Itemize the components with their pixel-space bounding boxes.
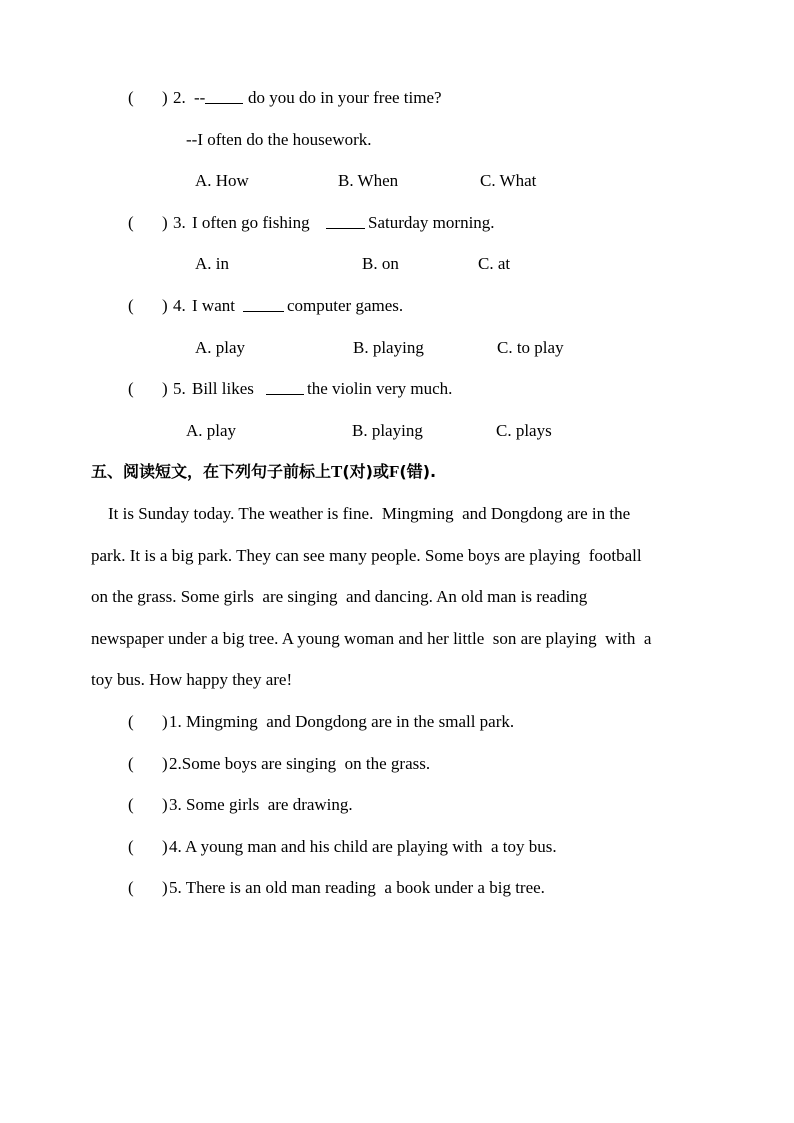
tf-statement: 1. Mingming and Dongdong are in the small park.	[169, 712, 515, 731]
answer-bracket-open: (	[128, 712, 134, 731]
answer-bracket-open: (	[128, 88, 134, 107]
question-number: 3.	[173, 213, 186, 232]
answer-bracket-close: )	[162, 754, 168, 773]
false-marker: F	[389, 462, 400, 481]
section-heading	[91, 462, 436, 482]
option-b: B. playing	[352, 421, 423, 440]
question-number: 4.	[173, 296, 186, 315]
answer-bracket-close: )	[162, 296, 168, 315]
answer-bracket-close: )	[162, 795, 168, 814]
question-prefix: I often go fishing	[192, 213, 310, 232]
answer-bracket-open: (	[128, 754, 134, 773]
section-heading-text: 五、阅读短文，在下列句子前标上	[91, 462, 332, 481]
tf-statement: 3. Some girls are drawing.	[169, 795, 353, 814]
question-prefix: --	[194, 88, 206, 107]
option-a: A. in	[195, 254, 229, 273]
tf-statement: 5. There is an old man reading a book under a big tree.	[169, 878, 545, 897]
option-a: A. play	[195, 338, 246, 357]
passage-line: It is Sunday today. The weather is fine. Mingming and Dongdong are in the	[108, 504, 631, 523]
passage-line: toy bus. How happy they are!	[91, 670, 293, 689]
answer-blank	[205, 89, 243, 104]
answer-bracket-open: (	[128, 795, 134, 814]
passage-line: on the grass. Some girls are singing and dancing. An old man is reading	[91, 587, 588, 606]
tf-statement: 2.Some boys are singing on the grass.	[169, 754, 431, 773]
answer-blank	[326, 214, 365, 229]
option-b: B. When	[338, 171, 399, 190]
question-text: computer games.	[287, 296, 404, 315]
answer-bracket-close: )	[162, 379, 168, 398]
answer-bracket-close: )	[162, 837, 168, 856]
answer-bracket-close: )	[162, 712, 168, 731]
answer-bracket-open: (	[128, 878, 134, 897]
answer-bracket-close: )	[162, 213, 168, 232]
option-c: C. to play	[497, 338, 564, 357]
option-a: A. play	[186, 421, 237, 440]
question-number: 5.	[173, 379, 186, 398]
true-marker: T	[331, 462, 343, 481]
question-text: Saturday morning.	[368, 213, 495, 232]
question-number: 2.	[173, 88, 186, 107]
option-c: C. plays	[496, 421, 552, 440]
answer-bracket-open: (	[128, 379, 134, 398]
option-a: A. How	[195, 171, 249, 190]
answer-bracket-close: )	[162, 88, 168, 107]
answer-bracket-open: (	[128, 296, 134, 315]
option-c: C. What	[480, 171, 537, 190]
option-c: C. at	[478, 254, 511, 273]
question-prefix: I want	[192, 296, 235, 315]
question-reply: --I often do the housework.	[186, 130, 372, 149]
answer-bracket-open: (	[128, 837, 134, 856]
answer-bracket-open: (	[128, 213, 134, 232]
answer-bracket-close: )	[162, 878, 168, 897]
option-b: B. playing	[353, 338, 424, 357]
false-note: (错).	[399, 462, 437, 481]
tf-statement: 4. A young man and his child are playing with a toy bus.	[169, 837, 557, 856]
passage-line: newspaper under a big tree. A young woman and her little son are playing with a	[91, 629, 652, 648]
question-text: the violin very much.	[307, 379, 453, 398]
answer-blank	[266, 380, 304, 395]
question-prefix: Bill likes	[192, 379, 254, 398]
option-b: B. on	[362, 254, 399, 273]
true-note: (对)或	[342, 462, 389, 481]
passage-line: park. It is a big park. They can see many people. Some boys are playing football	[91, 546, 642, 565]
answer-blank	[243, 297, 284, 312]
question-text: do you do in your free time?	[248, 88, 442, 107]
